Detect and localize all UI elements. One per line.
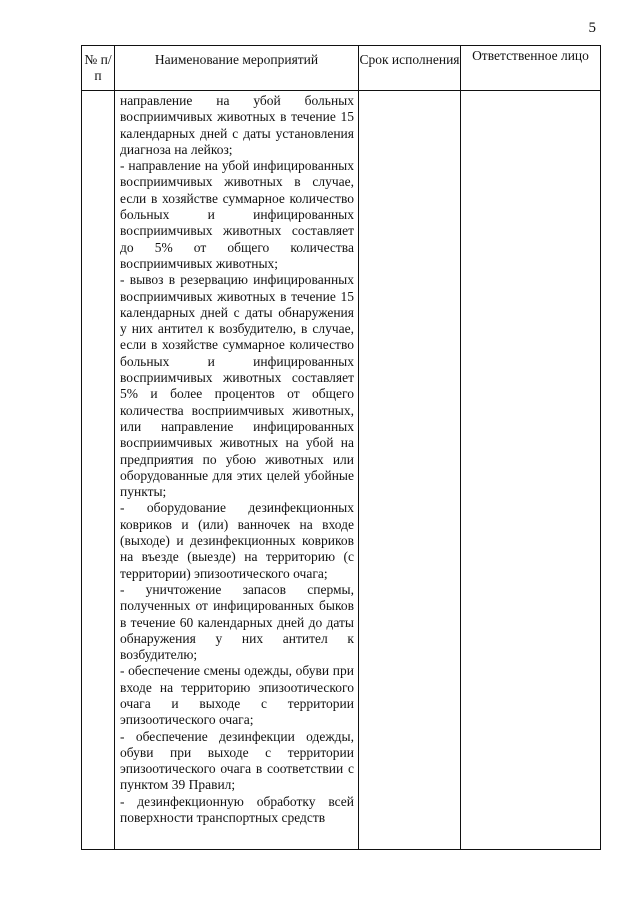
measure-paragraph: - уничтожение запасов спермы, полученных от инфицированных быков в течение 60 календарных дней до даты обнаружения у них антител к возбудителю; xyxy=(120,581,354,663)
measure-paragraph: - дезинфекционную обработку всей поверхности транспортных средств xyxy=(120,793,354,826)
page-number: 5 xyxy=(588,20,596,36)
header-deadline: Срок исполнения xyxy=(359,46,461,91)
header-number: № п/п xyxy=(82,46,115,91)
row-number-cell xyxy=(82,91,115,850)
measure-paragraph: направление на убой больных восприимчивых животных в течение 15 календарных дней с даты установления диагноза на лейкоз; xyxy=(120,93,354,157)
measures-table xyxy=(81,45,601,850)
table-row xyxy=(82,91,601,850)
header-measure-name: Наименование мероприятий xyxy=(115,46,359,91)
measure-paragraph: - оборудование дезинфекционных ковриков и (или) ванночек на входе (выходе) и дезинфекционных ковриков на въезде (выезде) на территорию (с территории) эпизоотического очага; xyxy=(120,500,354,581)
deadline-cell xyxy=(359,91,461,850)
measure-text-cell xyxy=(115,91,359,850)
measure-paragraph: - направление на убой инфицированных восприимчивых животных в случае, если в хозяйстве суммарное количество больных и инфицированных восприимчивых животных составляет до 5% от общего количества восприимчивых животных; xyxy=(120,158,354,271)
header-responsible: Ответственное лицо xyxy=(461,46,601,91)
table-header-row xyxy=(82,46,601,91)
measure-paragraph: - обеспечение смены одежды, обуви при входе на территорию эпизоотического очага и выходе с территории эпизоотического очага; xyxy=(120,663,354,728)
responsible-cell xyxy=(461,91,601,850)
measure-paragraph: - вывоз в резервацию инфицированных восприимчивых животных в течение 15 календарных дней с даты обнаружения у них антител к возбудителю, в случае, если в хозяйстве суммарное количество больных и инфицированных восприимчивых животных составляет 5% и более процентов от общего количества восприимчивых животных, или направление инфицированных восприимчивых животных на убой на предприятия по убою животных или оборудованные для этих целей убойные пункты; xyxy=(120,272,354,500)
measure-paragraph: - обеспечение дезинфекции одежды, обуви при выходе с территории эпизоотического очага в соответствии с пунктом 39 Правил; xyxy=(120,728,354,793)
